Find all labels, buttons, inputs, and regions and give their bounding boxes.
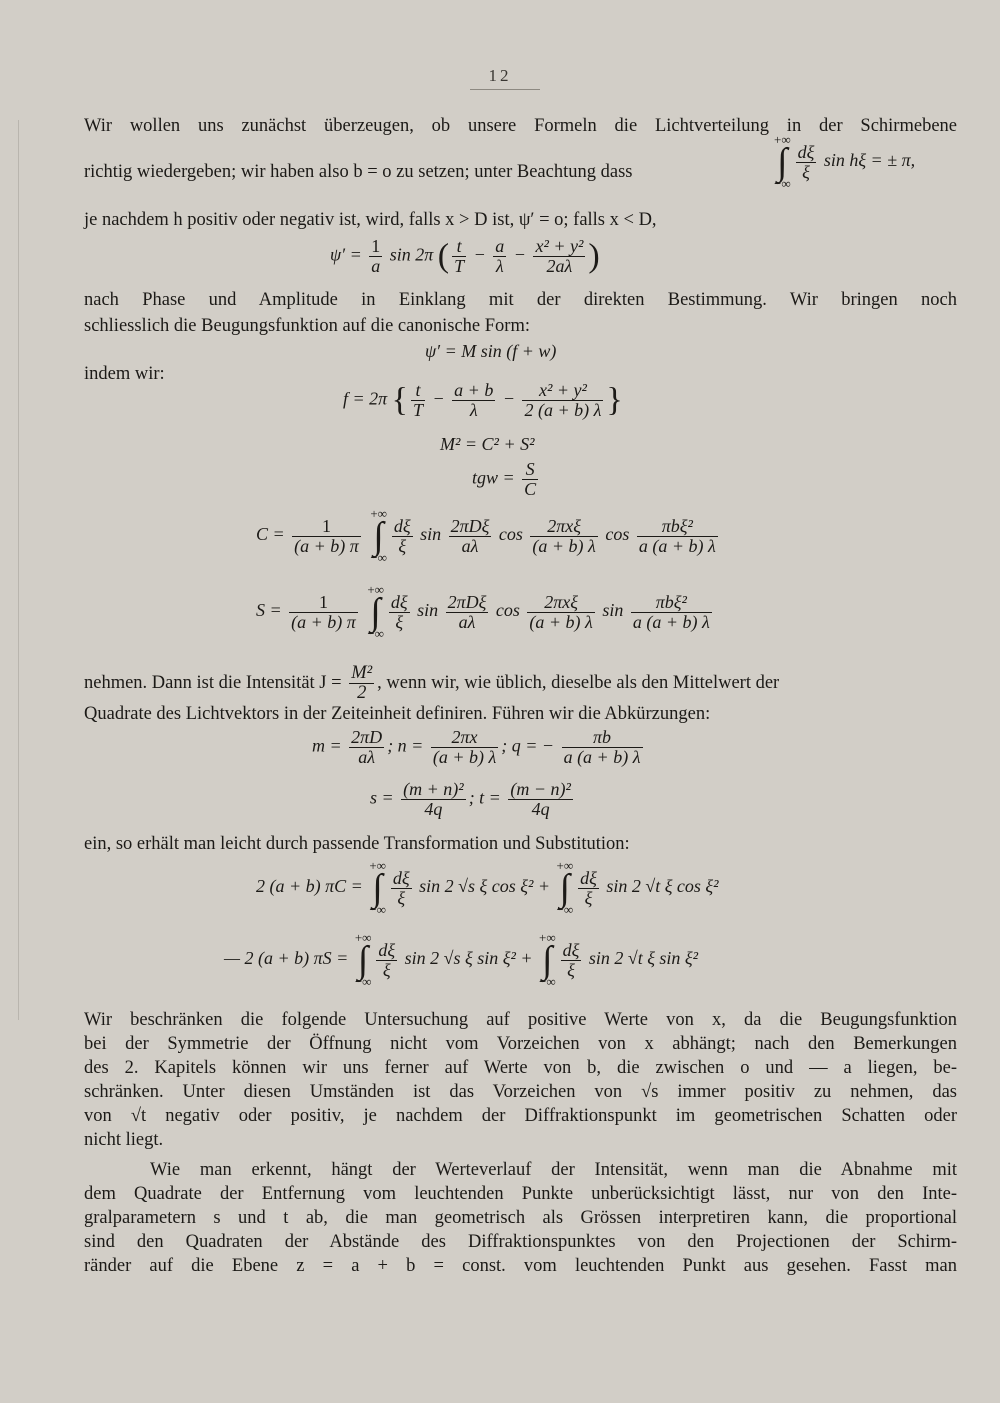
equation-tgw: tgw = $\frac{S}{C}$ <box>472 459 537 499</box>
text-line: ein, so erhält man leicht durch passende Transformation und Substitution: <box>84 834 630 854</box>
text-line: indem wir: <box>84 364 165 384</box>
equation-psi-M: ψ′ = M sin (f + w) <box>425 341 557 361</box>
text-line: von √t negativ oder positiv, je nachdem der Diffraktionspunkt im geometrischen Schatten oder <box>84 1106 957 1126</box>
inline-integral: +∞ ∫ −∞ $\frac{d\xi}{\xi}$ sin hξ = ± π, <box>774 132 916 191</box>
text-line: des 2. Kapitels können wir uns ferner auf Werte von b, die zwischen o und — a liegen, be- <box>84 1058 957 1078</box>
text-line: ränder auf die Ebene z = a + b = const. vom leuchtenden Punkt aus gesehen. Fasst man <box>84 1256 957 1276</box>
text-line: dem Quadrate der Entfernung vom leuchtenden Punkte unberücksichtigt lässt, nur von den Inte- <box>84 1184 957 1204</box>
equation-m-n-q: m = $\frac{2\pi D}{a\lambda}$ ; n = $\frac{2\pi x}{(a + b) \lambda}$ ; q = − $\frac{\pi b}{a (a + b) \lambda}$ <box>312 727 641 767</box>
page-number-rule <box>470 89 540 90</box>
text-line: sind den Quadraten der Abstände des Diffraktionspunktes von den Projectionen der Schirm- <box>84 1232 957 1252</box>
equation-C: C = $\frac{1}{(a + b) \pi}$ +∞ ∫ −∞ $\frac{d\xi}{\xi}$ sin $\frac{\text{2πDξ}}{a\lambda}$ cos $\frac{\text{2πxξ}}{(a + b) \lambda}$ cos $\frac{\text{πbξ²}}{a (a + b) \lambda}$ <box>256 506 716 565</box>
text-line: Quadrate des Lichtvektors in der Zeiteinheit definiren. Führen wir die Abkürzungen: <box>84 704 711 724</box>
text-line: nicht liegt. <box>84 1130 164 1150</box>
text-line: Wie man erkennt, hängt der Werteverlauf der Intensität, wenn man die Abnahme mit <box>150 1160 957 1180</box>
equation-S: S = $\frac{1}{(a + b) \pi}$ +∞ ∫ −∞ $\frac{d\xi}{\xi}$ sin $\frac{\text{2πDξ}}{a\lambda}$ cos $\frac{\text{2πxξ}}{(a + b) \lambda}$ sin $\frac{\text{πbξ²}}{a (a + b) \lambda}$ <box>256 582 710 641</box>
page-number: 12 <box>488 66 512 85</box>
text-line: Wir beschränken die folgende Untersuchung auf positive Werte von x, da die Beugungsfunktion <box>84 1010 957 1030</box>
equation-S-transformed: — 2 (a + b) πS = +∞ ∫ −∞ $\frac{d\xi}{\xi}$ sin 2 √s ξ sin ξ² + +∞ ∫ −∞ $\frac{d\xi}{\xi}$ sin 2 √t ξ sin ξ² <box>224 930 699 989</box>
text-line: bei der Symmetrie der Öffnung nicht vom Vorzeichen von x abhängt; nach den Bemerkungen <box>84 1034 957 1054</box>
text-line: je nachdem h positiv oder negativ ist, wird, falls x > D ist, ψ′ = o; falls x < D, <box>84 210 657 230</box>
equation-C-transformed: 2 (a + b) πC = +∞ ∫ −∞ $\frac{d\xi}{\xi}$ sin 2 √s ξ cos ξ² + +∞ ∫ −∞ $\frac{d\xi}{\xi}$ sin 2 √t ξ cos ξ² <box>256 858 719 917</box>
text-line-intensity: nehmen. Dann ist die Intensität J = $\frac{\text{M²}}{2}$ , wenn wir, wie üblich, dieselbe als den Mittelwert der <box>84 663 780 703</box>
text-line: richtig wiedergeben; wir haben also b = o zu setzen; unter Beachtung dass <box>84 162 633 182</box>
text-line: gralparametern s und t ab, die man geometrisch als Grössen interpretiren kann, die proportional <box>84 1208 957 1228</box>
equation-s-t: s = $\frac{\text{(m + n)²}}{4q}$ ; t = $\frac{\text{(m − n)²}}{4q}$ <box>370 779 571 819</box>
text-line: schränken. Unter diesen Umständen ist das Vorzeichen von √s immer positiv zu nehmen, das <box>84 1082 957 1102</box>
equation-psi-prime: ψ′ = $\frac{1}{a}$ sin 2π ( $\frac{t}{T}$ − $\frac{a}{\lambda}$ − $\frac{\text{x² + y²}}{2a\lambda}$ ) <box>330 236 600 276</box>
scan-edge-line <box>18 120 19 1020</box>
text-line: Wir wollen uns zunächst überzeugen, ob unsere Formeln die Lichtverteilung in der Schirmebene <box>84 116 957 136</box>
equation-f: f = 2π { $\frac{t}{T}$ − $\frac{a + b}{\lambda}$ − $\frac{\text{x² + y²}}{2 (a + b) \lambda}$ } <box>343 380 623 420</box>
equation-M2: M² = C² + S² <box>440 434 535 454</box>
text-line: schliesslich die Beugungsfunktion auf die canonische Form: <box>84 316 530 336</box>
text-line: nach Phase und Amplitude in Einklang mit der direkten Bestimmung. Wir bringen noch <box>84 290 957 310</box>
